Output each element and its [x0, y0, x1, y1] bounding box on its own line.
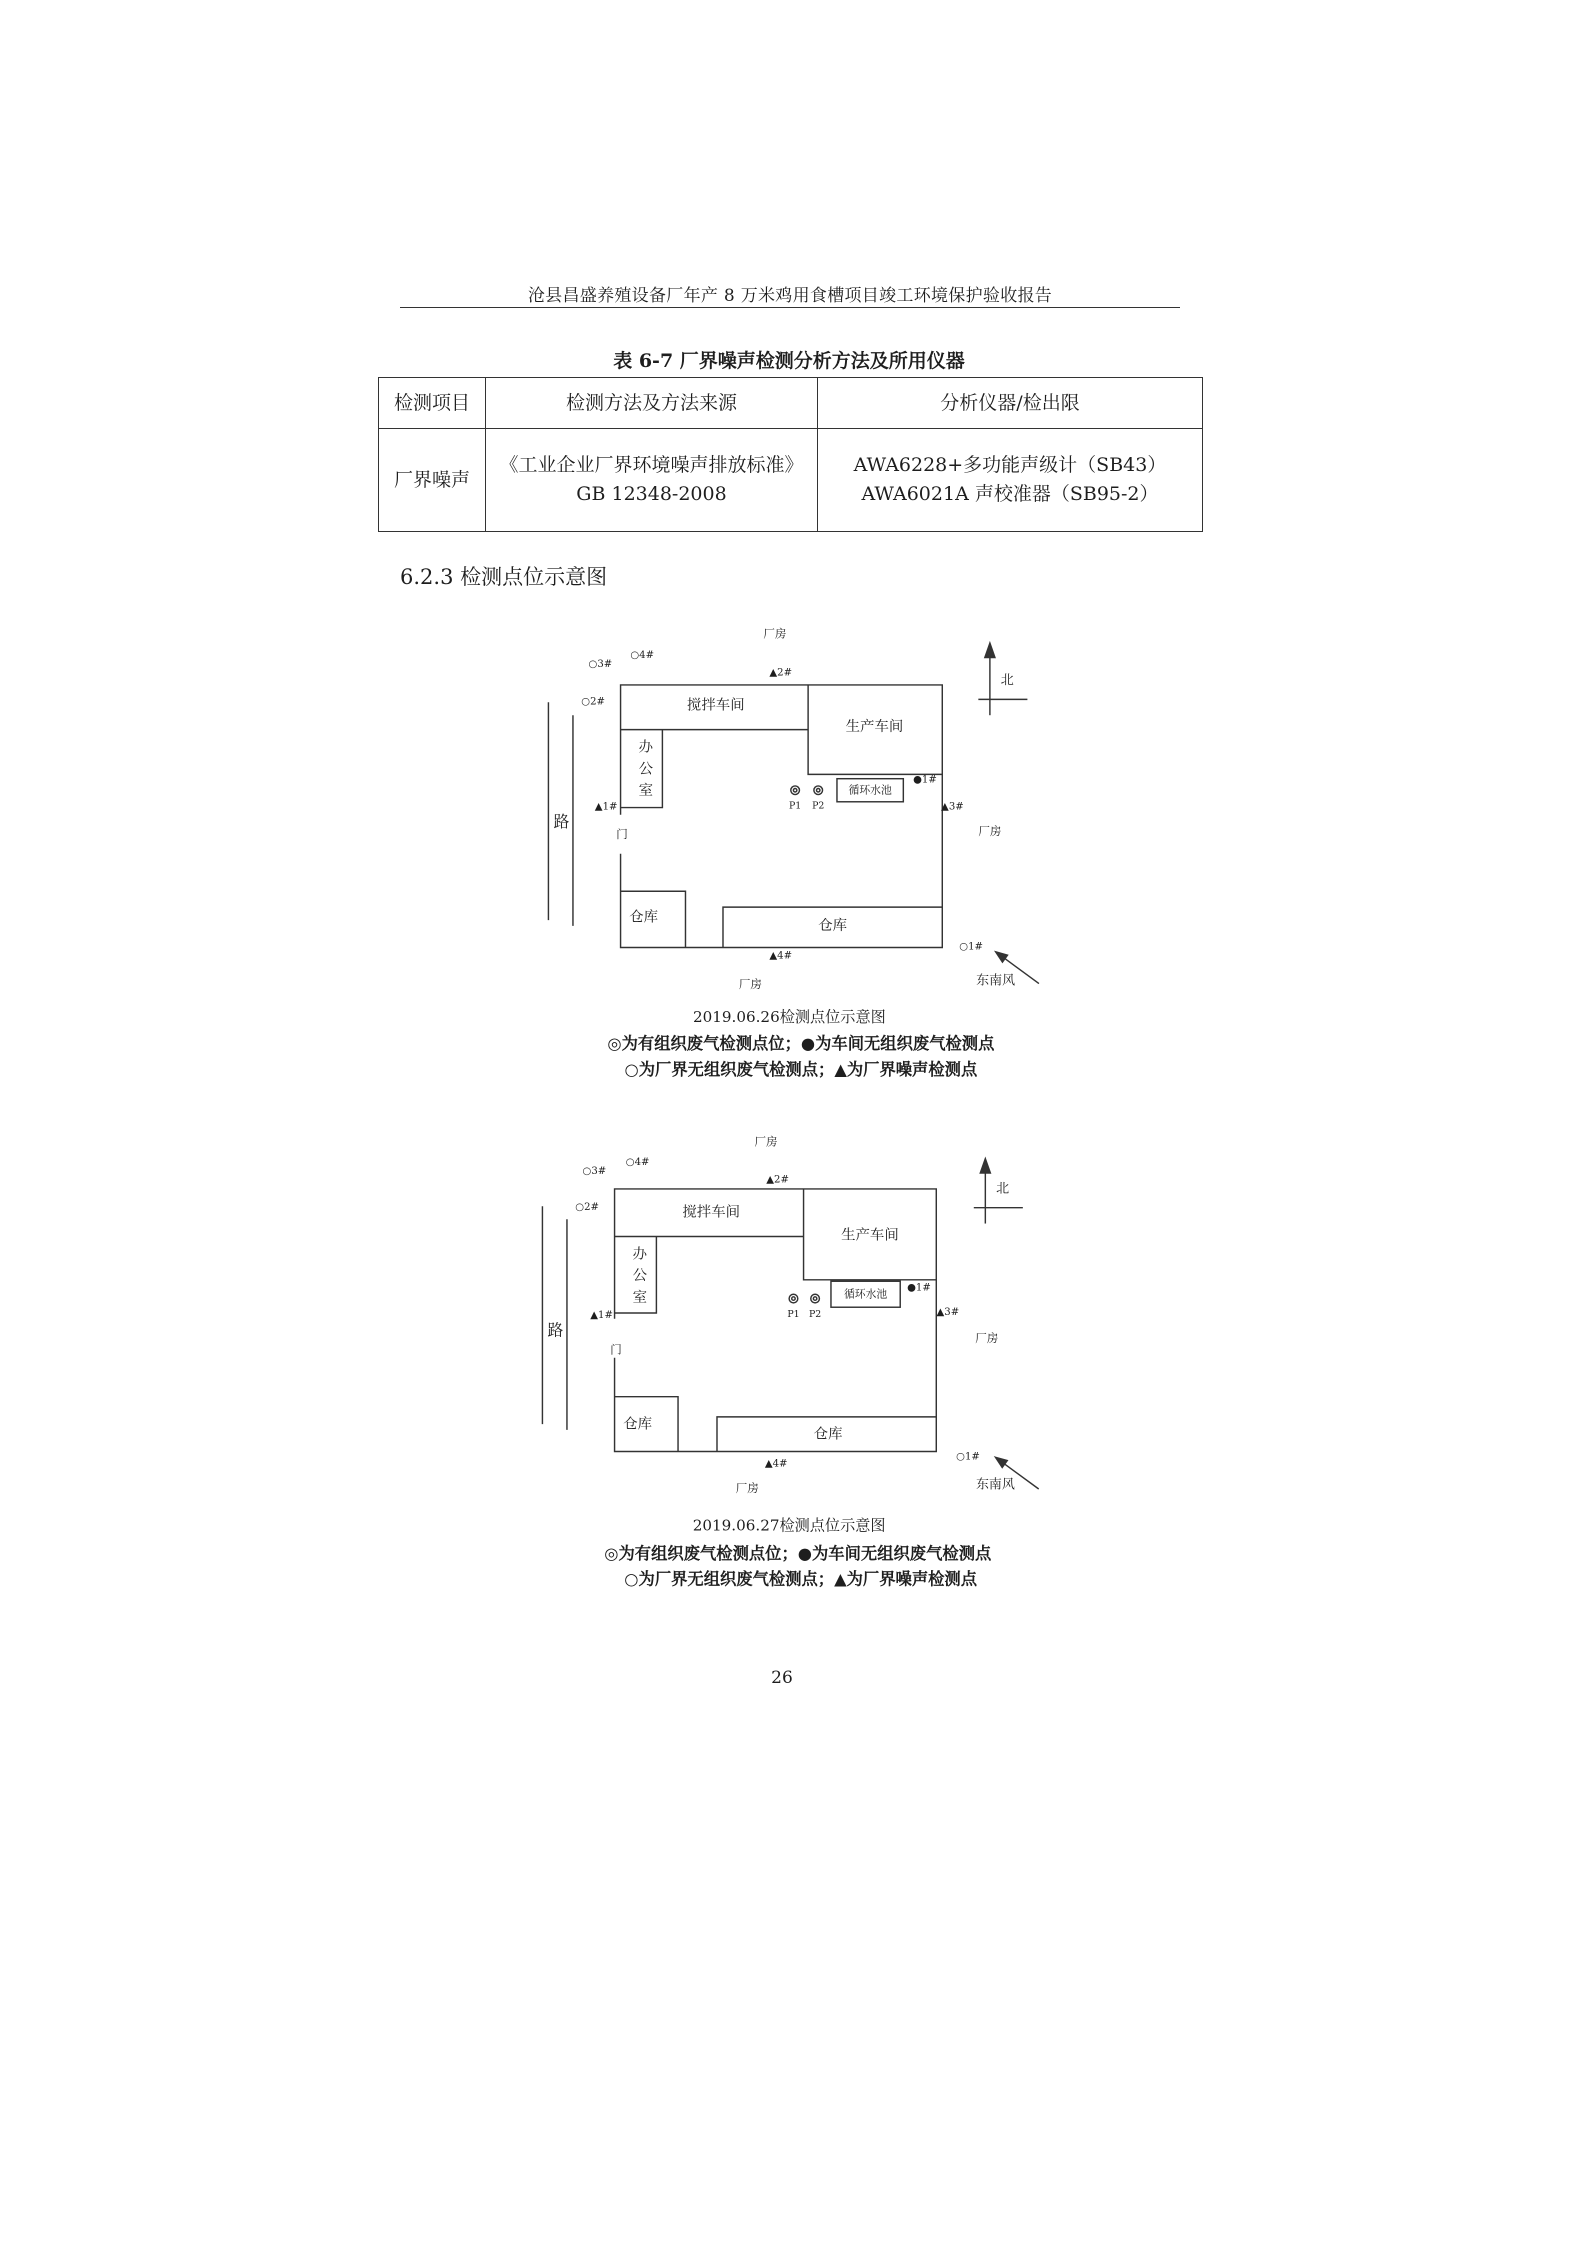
- instrument-calibrator: AWA6021A 声校准器（SB95-2）: [861, 483, 1159, 505]
- large-warehouse-label: 仓库: [818, 918, 848, 935]
- monitoring-point-diagram: [528, 1124, 1047, 1590]
- diagram-caption: 2019.06.26检测点位示意图: [692, 1009, 886, 1027]
- point-p1-label: P1: [788, 799, 802, 812]
- production-workshop-label: 生产车间: [841, 1227, 899, 1244]
- point-w1-label: ●1#: [913, 773, 937, 786]
- point-n3-label: ▲3#: [941, 801, 964, 813]
- cell-item: 厂界噪声: [379, 429, 486, 532]
- diagram-legend-line: ○为厂界无组织废气检测点；▲为厂界噪声检测点: [624, 1059, 978, 1080]
- office-label: 办公室: [634, 739, 651, 804]
- point-o2-label: ○2#: [575, 1201, 600, 1213]
- p1-organized-gas-point-icon: [789, 1294, 798, 1303]
- point-o4-label: ○4#: [625, 1156, 650, 1169]
- mixing-workshop-label: 搅拌车间: [682, 1204, 741, 1221]
- column-header-item: 检测项目: [379, 378, 486, 429]
- circulating-pool-label: 循环水池: [843, 1287, 888, 1301]
- factory-bottom-label: 厂房: [738, 977, 762, 991]
- wind-label: 东南风: [976, 974, 1016, 989]
- diagram-caption: 2019.06.27检测点位示意图: [692, 1517, 886, 1535]
- method-standard-name: 《工业企业厂界环境噪声排放标准》: [499, 454, 804, 476]
- point-p1-label: P1: [787, 1308, 800, 1320]
- table-header-row: [379, 378, 1203, 429]
- section-heading: 6.2.3 检测点位示意图: [400, 565, 608, 589]
- table-caption: 表 6-7 厂界噪声检测分析方法及所用仪器: [613, 350, 965, 372]
- small-warehouse-label: 仓库: [623, 1416, 653, 1433]
- office-label: 办公室: [628, 1245, 645, 1311]
- point-o4-label: ○4#: [630, 649, 655, 662]
- point-o1-label: ○1#: [959, 941, 983, 953]
- table-row: [379, 429, 1203, 532]
- factory-top-label: 厂房: [763, 627, 787, 641]
- point-o2-label: ○2#: [581, 695, 606, 708]
- point-o3-label: ○3#: [582, 1165, 607, 1177]
- factory-bottom-label: 厂房: [735, 1481, 759, 1495]
- noise-method-table: [378, 377, 1203, 532]
- column-header-method: 检测方法及方法来源: [486, 378, 818, 429]
- door-label: 门: [610, 1343, 622, 1357]
- point-n4-label: ▲4#: [769, 949, 793, 962]
- site-plan-drawing: [528, 1124, 1047, 1590]
- point-n3-label: ▲3#: [936, 1306, 960, 1319]
- circulating-pool-label: 循环水池: [848, 783, 892, 797]
- diagram-legend-line: ◎为有组织废气检测点位；●为车间无组织废气检测点: [607, 1033, 995, 1054]
- small-warehouse-label: 仓库: [629, 909, 659, 926]
- p1-organized-gas-point-icon: [791, 786, 800, 795]
- point-w1-label: ●1#: [907, 1281, 931, 1294]
- monitoring-point-diagram: [534, 620, 1053, 1082]
- p2-organized-gas-point-icon: [814, 786, 823, 795]
- point-p2-label: P2: [812, 799, 825, 812]
- point-n1-label: ▲1#: [594, 801, 618, 813]
- north-label: 北: [1000, 674, 1014, 689]
- point-o1-label: ○1#: [956, 1450, 980, 1463]
- point-n1-label: ▲1#: [590, 1309, 613, 1321]
- page-number: 26: [771, 1668, 793, 1688]
- cell-method: [486, 429, 818, 532]
- header-rule: [400, 307, 1180, 308]
- point-p2-label: P2: [808, 1308, 822, 1320]
- door-label: 门: [616, 827, 628, 841]
- instrument-sound-level-meter: AWA6228+多功能声级计（SB43）: [853, 454, 1167, 476]
- road-label: 路: [553, 812, 570, 832]
- factory-right-label: 厂房: [978, 824, 1002, 838]
- point-n2-label: ▲2#: [766, 1173, 789, 1186]
- factory-top-label: 厂房: [754, 1135, 778, 1149]
- north-label: 北: [996, 1182, 1010, 1197]
- cell-instruments: [818, 429, 1203, 532]
- method-standard-code: GB 12348-2008: [576, 483, 727, 505]
- point-n4-label: ▲4#: [764, 1457, 788, 1470]
- mixing-workshop-label: 搅拌车间: [686, 697, 745, 714]
- diagram-legend-line: ◎为有组织废气检测点位；●为车间无组织废气检测点: [604, 1542, 992, 1564]
- point-o3-label: ○3#: [588, 658, 613, 670]
- factory-right-label: 厂房: [975, 1331, 999, 1345]
- road-label: 路: [547, 1320, 564, 1340]
- production-workshop-label: 生产车间: [845, 719, 904, 736]
- large-warehouse-label: 仓库: [813, 1426, 843, 1443]
- p2-organized-gas-point-icon: [811, 1294, 820, 1303]
- wind-label: 东南风: [975, 1478, 1015, 1493]
- document-header-title: 沧县昌盛养殖设备厂年产 8 万米鸡用食槽项目竣工环境保护验收报告: [527, 286, 1053, 306]
- point-n2-label: ▲2#: [769, 666, 793, 679]
- column-header-instrument: 分析仪器/检出限: [818, 378, 1203, 429]
- diagram-legend-line: ○为厂界无组织废气检测点；▲为厂界噪声检测点: [624, 1568, 978, 1590]
